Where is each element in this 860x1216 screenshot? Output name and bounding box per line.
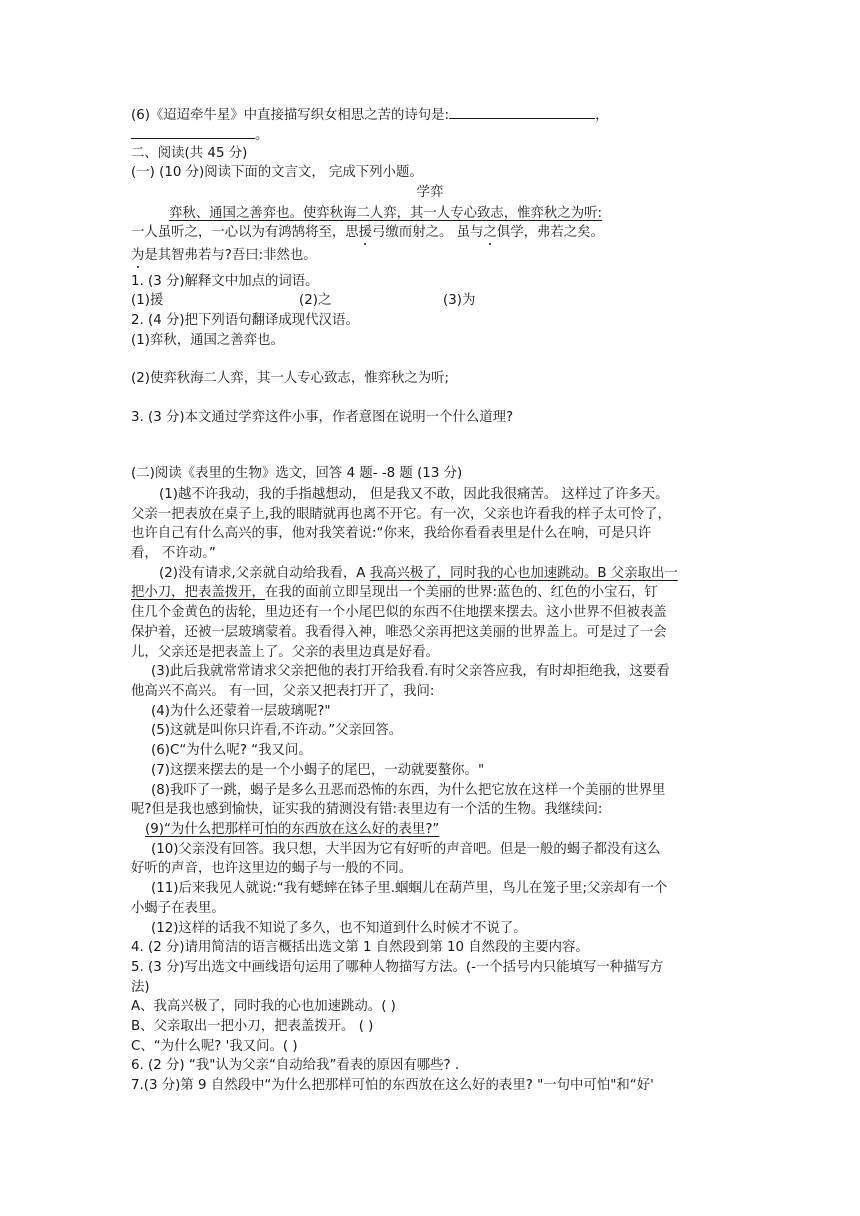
para-2-line-2 [131, 583, 658, 603]
para-1-line-3: 也许自己有什么高兴的事，他对我笑着说:“你来，我给你看看表里是什么在响，可是只许 [131, 526, 652, 541]
question-6: 6. (2 分) “我"认为父亲“自动给我”看表的原因有哪些? . [131, 1058, 460, 1073]
passage-title: 学弈 [416, 185, 444, 200]
q6-line [131, 104, 608, 126]
q6-end: 。 [255, 128, 269, 143]
underlined-sentence: 我高兴极了，同时我的心也加速跳动。B 父亲取出一 [369, 566, 678, 581]
para-2-line-4: 保护着，还被一层玻璃蒙着。我看得入神，唯恐父亲再把这美丽的世界盖上。可是过了一会 [131, 625, 667, 640]
q6-prefix: (6)《迢迢牵牛星》中直接描写织女相思之苦的诗句是: [131, 108, 450, 123]
q1-item-c: (3)为 [443, 293, 476, 308]
para-5: (5)这就是叫你只许看,不许动。”父亲回答。 [151, 723, 403, 738]
question-5-line-2: 法) [131, 980, 150, 995]
dotted-word-yuan: 援 [358, 225, 373, 240]
para-2-line-1 [159, 564, 678, 584]
q1-item-b: (2)之 [299, 293, 332, 308]
question-5-line-1: 5. (3 分)写出选文中画线语句运用了哪种人物描写方法。(-一个括号内只能填写一种描写方 [131, 960, 664, 975]
part1-intro: (一) (10 分)阅读下面的文言文， 完成下列小题。 [131, 165, 423, 180]
para-text: 在我的面前立即呈现出一个美丽的世界:蓝色的、红色的小宝石，钉 [264, 585, 658, 600]
passage-text: 弓缴而射之。 虽与 [372, 225, 484, 240]
question-3: 3. (3 分)本文通过学弈这件小事，作者意图在说明一个什么道理? [131, 410, 514, 425]
q6-line-2 [131, 124, 268, 146]
para-1-line-4: 看， 不许动。” [131, 546, 216, 561]
underlined-sentence: 把小刀，把表盖拨开， [131, 585, 265, 600]
q5-item-a: A、我高兴极了，同时我的心也加速跳动。( ) [131, 999, 396, 1014]
para-10-line-2: 好听的声音，也许这里边的蝎子与一般的不同。 [131, 861, 413, 876]
para-3-line-1: (3)此后我就常常请求父亲把他的表打开给我看.有时父亲答应我，有时却拒绝我，这要看 [151, 664, 670, 679]
para-9: (9)“为什么把那样可怕的东西放在这么好的表里?” [145, 822, 440, 837]
passage-text: 一人虽听之，一心以为有鸿鹄将至，思 [131, 225, 359, 240]
q5-item-c: C、“为什么呢? '我又问。( ) [131, 1039, 298, 1054]
para-1-line-1: (1)越不许我动，我的手指越想动， 但是我又不敢，因此我很痛苦。 这样过了许多天。 [159, 487, 669, 502]
para-3-line-2: 他高兴不高兴。 有一回，父亲又把表打开了，我问: [131, 684, 435, 699]
para-2-line-5: 儿，父亲还是把表盖上了。父亲的表里边真是好看。 [131, 645, 439, 660]
dotted-word-wei: 为 [131, 248, 145, 263]
passage-line-1: 弈秋、通国之善弈也。使弈秋诲二人弈，其一人专心致志，惟弈秋之为听: [169, 206, 603, 221]
question-2: 2. (4 分)把下列语句翻译成现代汉语。 [131, 313, 359, 328]
question-7: 7.(3 分)第 9 自然段中“为什么把那样可怕的东西放在这么好的表里? "一句中可怕"和“好' [131, 1078, 654, 1093]
part2-intro: (二)阅读《表里的生物》选文，回答 4 题- -8 题 (13 分) [131, 466, 463, 481]
passage-text: 是其智弗若与?吾曰:非然也。 [144, 248, 317, 263]
para-4: (4)为什么还蒙着一层玻璃呢?" [151, 704, 331, 719]
para-11-line-2: 小蝎子在表里。 [131, 901, 225, 916]
para-2-line-3: 住几个金黄色的齿轮，里边还有一个小尾巴似的东西不住地摆来摆去。这小世界不但被表盖 [131, 605, 667, 620]
q2-item-b: (2)使弈秋海二人弈，其一人专心致志，惟弈秋之为听; [131, 371, 450, 386]
para-12: (12)这样的话我不知说了多久，也不知道到什么时候才不说了。 [151, 921, 527, 936]
q6-comma: ， [595, 108, 609, 123]
q6-answer-blank-2[interactable] [131, 124, 255, 139]
q5-item-b: B、父亲取出一把小刀，把表盖拨开。 ( ) [131, 1019, 374, 1034]
q6-answer-blank-1[interactable] [449, 104, 595, 119]
para-10-line-1: (10)父亲没有回答。我只想，大半因为它有好听的声音吧。但是一般的蝎子都没有这么 [151, 842, 661, 857]
passage-line-2 [131, 223, 604, 243]
para-8-line-2: 呢?但是我也感到愉快，证实我的猜测没有错:表里边有一个活的生物。我继续问: [131, 802, 603, 817]
passage-text: 俱学，弗若之矣。 [496, 225, 604, 240]
section2-title: 二、阅读(共 45 分) [131, 146, 248, 161]
passage-line-3 [131, 246, 317, 266]
question-4: 4. (2 分)请用简洁的语言概括出选文第 1 自然段到第 10 自然段的主要内容。 [131, 940, 589, 955]
q1-item-a: (1)援 [131, 293, 164, 308]
para-11-line-1: (11)后来我见人就说:“我有蟋蟀在钵子里.蝈蝈儿在葫芦里，鸟儿在笼子里;父亲却有一个 [151, 881, 668, 896]
q2-item-a: (1)弈秋，通国之善弈也。 [131, 333, 284, 348]
para-text: (2)没有请求,父亲就自动给我看，A [159, 566, 370, 581]
dotted-word-zhi: 之 [483, 225, 497, 240]
para-1-line-2: 父亲一把表放在桌子上,我的眼睛就再也离不开它。有一次，父亲也许看我的样子太可怜了， [131, 507, 671, 522]
para-8-line-1: (8)我吓了一跳，蝎子是多么丑恶而恐怖的东西，为什么把它放在这样一个美丽的世界里 [151, 783, 666, 798]
para-6: (6)C“为什么呢? “我又问。 [151, 743, 312, 758]
question-1: 1. (3 分)解释文中加点的词语。 [131, 274, 319, 289]
para-7: (7)这摆来摆去的是一个小蝎子的尾巴，一动就要螯你。" [151, 763, 485, 778]
